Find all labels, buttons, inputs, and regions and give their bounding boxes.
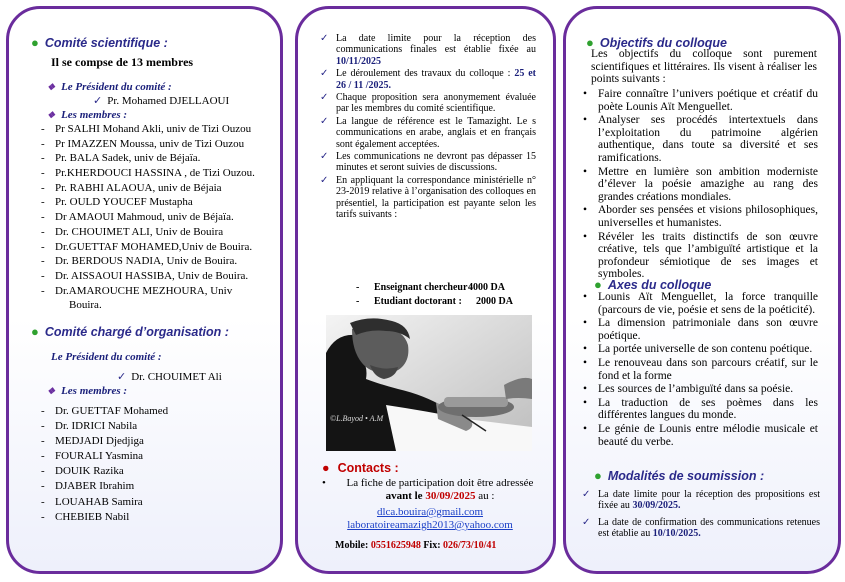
email-link-dlca[interactable]: dlca.bouira@gmail.com bbox=[376, 506, 484, 518]
bullet-icon: ● bbox=[594, 277, 602, 292]
contacts-heading: ● Contacts : bbox=[322, 461, 399, 475]
member-item: - Pr IMAZZEN Moussa, univ de Tizi Ouzou bbox=[41, 137, 245, 150]
org-members-label: ❖ Les membres : bbox=[47, 385, 128, 397]
axis-item: • La traduction de ses poèmes dans les différentes langues du monde. bbox=[578, 397, 818, 422]
bullet-icon: ● bbox=[31, 324, 39, 339]
member-item: - DJABER Ibrahim bbox=[41, 480, 135, 493]
axes-list bbox=[578, 291, 818, 449]
member-item: - MEDJADI Djedjiga bbox=[41, 435, 144, 448]
dash-bullet: - bbox=[41, 123, 45, 135]
dash-bullet: - bbox=[41, 255, 45, 268]
member-item: - CHEBIEB Nabil bbox=[41, 510, 130, 523]
dash-bullet: - bbox=[41, 450, 45, 463]
axis-item: • Le génie de Lounis entre mélodie musicale et beauté du verbe. bbox=[578, 423, 818, 448]
mobile-number: 0551625948 bbox=[370, 540, 421, 551]
dash-bullet: - bbox=[41, 211, 45, 224]
dash-bullet: - bbox=[41, 435, 45, 448]
bullet-icon: ● bbox=[31, 35, 39, 50]
member-item: - Dr.GUETTAF MOHAMED,Univ de Bouira. bbox=[41, 240, 253, 253]
member-item: - Dr. BERDOUS NADIA, Univ de Bouira. bbox=[41, 255, 238, 268]
check-icon: ✓ bbox=[93, 95, 103, 107]
organising-committee-heading: ● Comité chargé d’organisation : bbox=[31, 324, 229, 339]
contacts-text: • La fiche de participation doit être adressée avant le 30/09/2025 au : bbox=[322, 477, 534, 502]
dash-bullet: - bbox=[41, 152, 45, 165]
axis-item: • La portée universelle de son contenu poétique. bbox=[578, 343, 818, 356]
member-item: - LOUAHAB Samira bbox=[41, 495, 143, 508]
dash-bullet: - bbox=[41, 240, 45, 253]
bullet-icon: ● bbox=[594, 468, 602, 483]
dash-bullet: - bbox=[41, 480, 45, 493]
objective-item: • Révéler les traits distinctifs de son œuvre créative, tels que l’ambiguïté artistique et la profondeur sémiotique de ses images et symboles. bbox=[578, 231, 818, 281]
check-icon: ✓ bbox=[117, 371, 127, 383]
committee-size: Il se compse de 13 membres bbox=[51, 55, 194, 69]
fee-row: - Etudiant doctorant : 2000 DA bbox=[356, 296, 513, 307]
scientific-committee-heading: ● Comité scientifique : bbox=[31, 35, 168, 50]
organising-members-list bbox=[41, 405, 168, 526]
bullet-icon: • bbox=[322, 477, 326, 489]
dash-bullet: - bbox=[41, 510, 45, 523]
info-item: ✓ La date limite pour la réception des communications finales est établie fixée au 10/11/2025 bbox=[318, 33, 536, 67]
axis-item: • Les sources de l’ambiguïté dans sa poésie. bbox=[578, 383, 818, 396]
dash-bullet: - bbox=[41, 495, 45, 508]
dash-bullet: - bbox=[41, 420, 45, 433]
objective-item: • Aborder ses pensées et visions philosophiques, universelles et humanistes. bbox=[578, 204, 818, 229]
member-item: - DOUIK Razika bbox=[41, 465, 124, 478]
axis-item: • La dimension patrimoniale dans son œuvre poétique. bbox=[578, 317, 818, 342]
member-item: - Dr.AMAROUCHE MEZHOURA, Univ bbox=[41, 284, 233, 297]
info-item: ✓ Le déroulement des travaux du colloque : 25 et 26 / 11 /2025. bbox=[318, 68, 536, 91]
axis-item: • Le renouveau dans son parcours créatif, sur le fond et la forme bbox=[578, 357, 818, 382]
member-item: - Pr. OULD YOUCEF Mustapha bbox=[41, 196, 193, 209]
diamond-bullet-icon: ❖ bbox=[47, 82, 56, 92]
dash-bullet: - bbox=[41, 465, 45, 478]
objective-item: • Faire connaître l’univers poétique et créatif du poète Lounis Aït Menguellet. bbox=[578, 88, 818, 113]
submission-item: ✓ La date de confirmation des communications retenues est établie au 10/10/2025. bbox=[580, 517, 820, 540]
bullet-icon: ● bbox=[322, 461, 330, 475]
org-president-name: ✓ Dr. CHOUIMET Ali bbox=[117, 371, 222, 383]
fees-list bbox=[356, 281, 546, 309]
dash-bullet: - bbox=[41, 196, 45, 209]
president-name: ✓ Pr. Mohamed DJELLAOUI bbox=[93, 95, 230, 107]
objectives-heading: ● Objectifs du colloque bbox=[586, 35, 727, 50]
objective-item: • Analyser ses procédés intertextuels dans l’exploitation du patrimoine algérien authentique, dans toute sa diversité et ses ramifications. bbox=[578, 114, 818, 164]
poet-photo bbox=[326, 315, 532, 451]
dash-bullet: - bbox=[41, 225, 45, 238]
dash-bullet: - bbox=[41, 405, 45, 417]
submission-list bbox=[580, 489, 820, 545]
panel-committees bbox=[6, 6, 283, 574]
member-item: - Pr. BALA Sadek, univ de Béjaïa. bbox=[41, 152, 201, 165]
emails bbox=[318, 506, 542, 532]
dash-bullet: - bbox=[41, 284, 45, 297]
org-president-label: Le Président du comité : bbox=[51, 351, 162, 363]
fee-row: - Enseignant chercheur : 4000 DA bbox=[356, 282, 505, 293]
info-item: ✓ La langue de référence est le Tamazight. Le s communications en arabe, anglais et en français sont également acceptées. bbox=[318, 116, 536, 150]
dash-bullet: - bbox=[41, 181, 45, 194]
member-item: - Pr.KHERDOUCI HASSINA , de Tizi Ouzou. bbox=[41, 167, 255, 180]
info-item: ✓ En appliquant la correspondance ministérielle n° 23-2019 relative à l’organisation des colloques en présentiel, la participation est payante selon les tarifs suivants : bbox=[318, 175, 536, 221]
member-item: - Dr. GUETTAF Mohamed bbox=[41, 405, 169, 417]
members-label: ❖ Les membres : bbox=[47, 109, 128, 121]
photo-signature: ©L.Bayod • A.M bbox=[330, 414, 384, 423]
email-link-laboratoire[interactable]: laboratoireamazigh2013@yahoo.com bbox=[347, 519, 513, 531]
panel-info bbox=[295, 6, 556, 574]
scientific-members-list bbox=[41, 123, 255, 314]
objective-item: • Mettre en lumière son ambition moderniste d’élever la poésie amazighe au rang des grandes créations mondiales. bbox=[578, 166, 818, 204]
member-item: - Dr. CHOUIMET ALI, Univ de Bouira bbox=[41, 225, 224, 238]
president-label: ❖ Le Président du comité : bbox=[47, 81, 172, 93]
panel-objectives bbox=[563, 6, 841, 574]
poet-writing-illustration bbox=[326, 315, 532, 451]
dash-bullet: - bbox=[41, 137, 45, 150]
member-item: Bouira. bbox=[69, 299, 102, 312]
member-item: - Dr. AISSAOUI HASSIBA, Univ de Bouira. bbox=[41, 269, 249, 282]
objectives-intro: Les objectifs du colloque sont purement scientifiques et littéraires. Ils visent à réaliser les points suivants : bbox=[591, 48, 817, 86]
info-list bbox=[318, 33, 536, 222]
axes-heading: ● Axes du colloque bbox=[594, 277, 712, 292]
submission-item: ✓ La date limite pour la réception des propositions est fixée au 30/09/2025. bbox=[580, 489, 820, 512]
member-item: - Dr. IDRICI Nabila bbox=[41, 420, 138, 433]
member-item: - FOURALI Yasmina bbox=[41, 450, 144, 463]
fixed-number: 026/73/10/41 bbox=[443, 540, 497, 551]
dash-bullet: - bbox=[41, 167, 45, 180]
phone-numbers: Mobile: 0551625948 Fix: 026/73/10/41 bbox=[335, 540, 497, 551]
member-item: - Pr SALHI Mohand Akli, univ de Tizi Ouzou bbox=[41, 123, 252, 135]
axis-item: • Lounis Aït Menguellet, la force tranquille (parcours de vie, poésie et sens de la poéticité). bbox=[578, 291, 818, 316]
member-item: - Dr AMAOUI Mahmoud, univ de Béjaïa. bbox=[41, 211, 234, 224]
dash-bullet: - bbox=[41, 269, 45, 282]
info-item: ✓ Les communications ne devront pas dépasser 15 minutes et seront suivies de discussions. bbox=[318, 151, 536, 174]
diamond-bullet-icon: ❖ bbox=[47, 386, 56, 396]
info-item: ✓ Chaque proposition sera anonymement évaluée par les membres du comité scientifique. bbox=[318, 92, 536, 115]
bullet-icon: ● bbox=[586, 35, 594, 50]
diamond-bullet-icon: ❖ bbox=[47, 110, 56, 120]
objectives-list bbox=[578, 88, 818, 282]
member-item: - Pr. RABHI ALAOUA, univ de Béjaia bbox=[41, 181, 222, 194]
submission-heading: ● Modalités de soumission : bbox=[594, 468, 765, 483]
